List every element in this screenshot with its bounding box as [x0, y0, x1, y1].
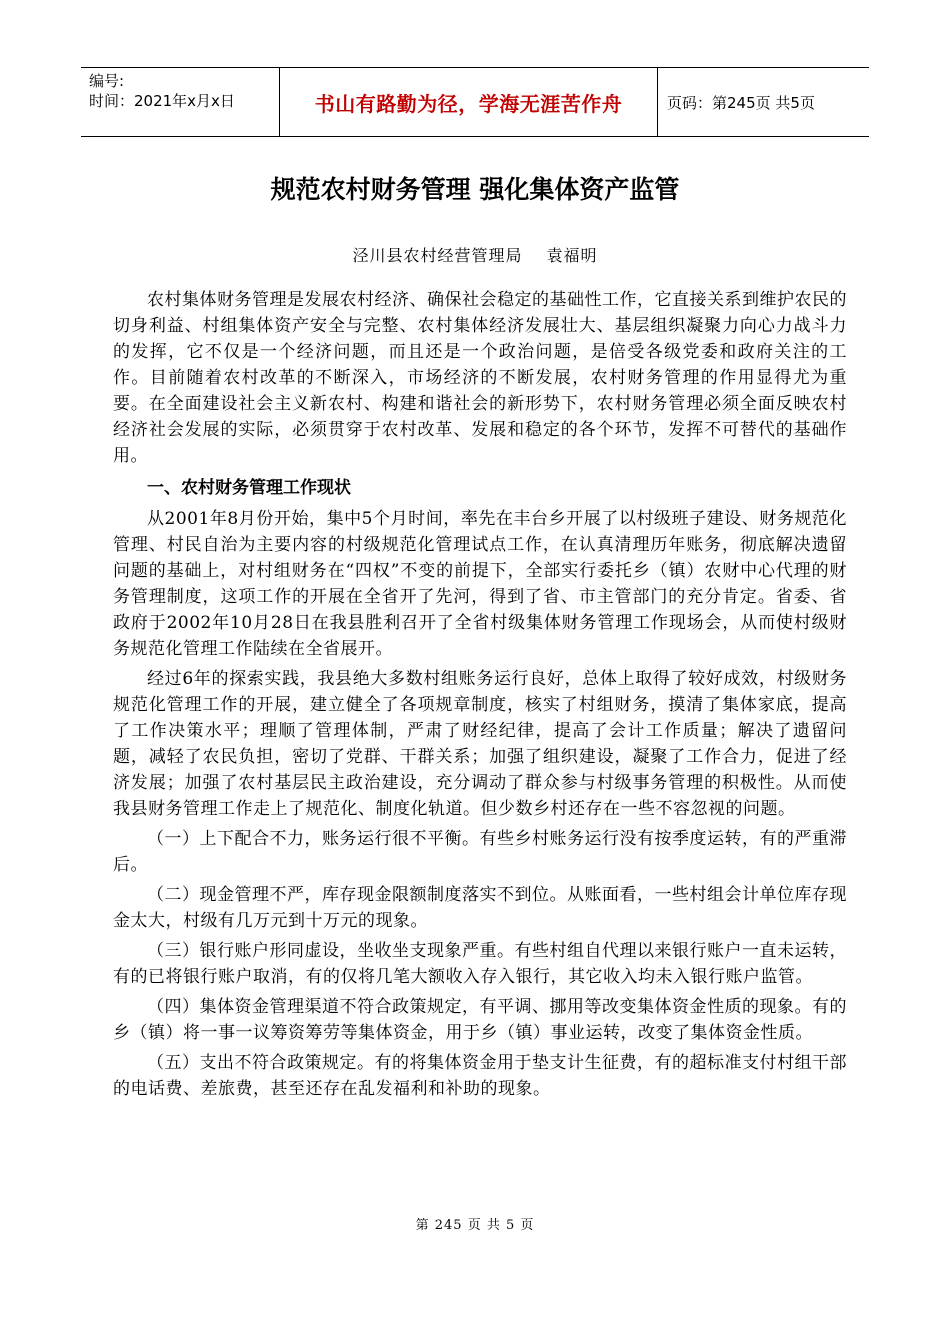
issue-paragraph: （一）上下配合不力，账务运行很不平衡。有些乡村账务运行没有按季度运转，有的严重滞后。 — [113, 829, 847, 875]
issue-paragraph: （四）集体资金管理渠道不符合政策规定，有平调、挪用等改变集体资金性质的现象。有的乡（镇）将一事一议筹资筹劳等集体资金，用于乡（镇）事业运转，改变了集体资金性质。 — [113, 997, 847, 1043]
document-title: 规范农村财务管理 强化集体资产监管 — [270, 175, 680, 204]
document-body — [113, 287, 847, 1106]
serial-label: 编号: — [89, 72, 125, 90]
document-header — [81, 67, 869, 137]
time-label: 时间：2021年x月x日 — [89, 92, 235, 110]
section-heading: 一、农村财务管理工作现状 — [147, 478, 351, 498]
body-paragraph: 经过6年的探索实践，我县绝大多数村组账务运行良好，总体上取得了较好成效，村级财务规范化管理工作的开展，建立健全了各项规章制度，核实了村组财务，摸清了集体家底，提高了工作决策水平；理顺了管理体制，严肃了财经纪律，提高了会计工作质量；解决了遗留问题，减轻了农民负担，密切了党群、干群关系；加强了组织建设，凝聚了工作合力，促进了经济发展；加强了农村基层民主政治建设，充分调动了群众参与村级事务管理的积极性。从而使我县财务管理工作走上了规范化、制度化轨道。但少数乡村还存在一些不容忽视的问题。 — [113, 669, 847, 819]
body-paragraph: 从2001年8月份开始，集中5个月时间，率先在丰台乡开展了以村级班子建设、财务规范化管理、村民自治为主要内容的村级规范化管理试点工作，在认真清理历年账务，彻底解决遗留问题的基础上，对村组财务在“四权”不变的前提下，全部实行委托乡（镇）农财中心代理的财务管理制度，这项工作的开展在全省开了先河，得到了省、市主管部门的充分肯定。省委、省政府于2002年10月28日在我县胜利召开了全省村级集体财务管理工作现场会，从而使村级财务规范化管理工作陆续在全省展开。 — [113, 509, 847, 659]
page-info-cell — [658, 68, 869, 136]
page-info-text: 页码：第245页 共5页 — [667, 93, 815, 112]
issue-paragraph: （五）支出不符合政策规定。有的将集体资金用于垫支计生征费，有的超标准支付村组干部的电话费、差旅费，甚至还存在乱发福利和补助的现象。 — [113, 1053, 847, 1099]
motto-cell — [280, 68, 658, 136]
issue-paragraph: （二）现金管理不严，库存现金限额制度落实不到位。从账面看，一些村组会计单位库存现金太大，村级有几万元到十万元的现象。 — [113, 885, 847, 931]
page-footer: 第 245 页 共 5 页 — [415, 1218, 535, 1233]
document-author: 泾川县农村经营管理局 袁福明 — [352, 246, 598, 265]
motto-text: 书山有路勤为径，学海无涯苦作舟 — [314, 91, 623, 116]
intro-paragraph: 农村集体财务管理是发展农村经济、确保社会稳定的基础性工作，它直接关系到维护农民的切身利益、村组集体资产安全与完整、农村集体经济发展壮大、基层组织凝聚力向心力战斗力的发挥，它不仅是一个经济问题，而且还是一个政治问题，是倍受各级党委和政府关注的工作。目前随着农村改革的不断深入，市场经济的不断发展，农村财务管理的作用显得尤为重要。在全面建设社会主义新农村、构建和谐社会的新形势下，农村财务管理必须全面反映农村经济社会发展的实际，必须贯穿于农村改革、发展和稳定的各个环节，发挥不可替代的基础作用。 — [113, 290, 847, 466]
header-meta-cell — [81, 68, 280, 136]
issue-paragraph: （三）银行账户形同虚设，坐收坐支现象严重。有些村组自代理以来银行账户一直未运转，有的已将银行账户取消，有的仅将几笔大额收入存入银行，其它收入均未入银行账户监管。 — [113, 941, 847, 987]
